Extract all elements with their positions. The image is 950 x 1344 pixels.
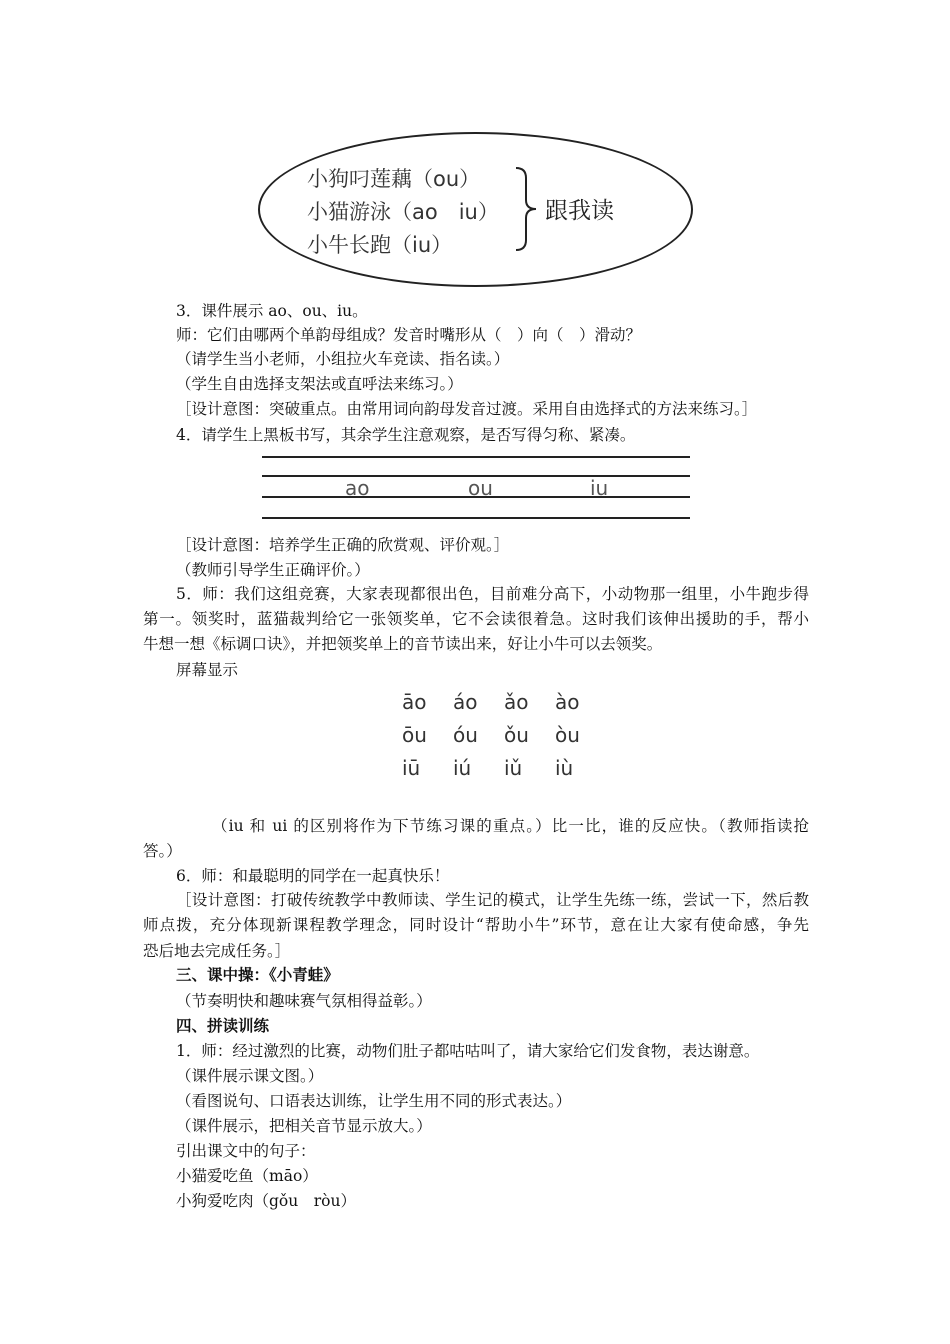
- brace-icon: [512, 166, 538, 252]
- tone-ou-2: óu: [453, 723, 478, 747]
- writing-iu: iu: [590, 476, 609, 500]
- writing-line: [262, 456, 690, 458]
- section-4-line-5: 引出课文中的句子：: [176, 1142, 316, 1160]
- tone-iu-3: iǔ: [504, 756, 523, 780]
- para-3-note-1: （请学生当小老师，小组拉火车竞读、指名读。）: [176, 350, 510, 368]
- para-6-design-line-1: ［设计意图：打破传统教学中教师读、学生记的模式，让学生先练一练，尝试一下，然后教: [176, 891, 809, 909]
- section-3-heading: 三、课中操：《小青蛙》: [176, 966, 339, 984]
- para-4-note: （教师引导学生正确评价。）: [176, 561, 370, 579]
- para-3-note-2: （学生自由选择支架法或直呼法来练习。）: [176, 375, 463, 393]
- para-5-line-2: 第一。领奖时，蓝猫裁判给它一张领奖单，它不会读很着急。这时我们该伸出援助的手，帮小: [143, 610, 809, 628]
- para-3-title: 3．课件展示 ao、ou、iu。: [176, 302, 368, 320]
- tone-iu-1: iū: [402, 756, 421, 780]
- tone-ou-1: ōu: [402, 723, 427, 747]
- ellipse-line-2: 小猫游泳（ao iu）: [307, 200, 499, 224]
- section-3-note: （节奏明快和趣味赛气氛相得益彰。）: [176, 992, 432, 1010]
- para-6-design-line-2: 师点拨，充分体现新课程教学理念，同时设计“帮助小牛”环节，意在让大家有使命感，争先: [143, 916, 809, 934]
- ellipse-line-1: 小狗叼莲藕（ou）: [307, 167, 481, 191]
- tone-ao-3: ǎo: [504, 690, 529, 714]
- para-6-title: 6．师：和最聪明的同学在一起真快乐！: [176, 867, 450, 885]
- tone-iu-2: iú: [453, 756, 472, 780]
- follow-me-read: 跟我读: [545, 198, 614, 224]
- writing-ao: ao: [345, 476, 370, 500]
- para-4-design: ［设计意图：培养学生正确的欣赏观、评价观。］: [176, 536, 510, 554]
- writing-line: [262, 517, 690, 519]
- para-3-question: 师：它们由哪两个单韵母组成？发音时嘴形从（ ）向（ ）滑动？: [176, 326, 642, 344]
- tone-ou-4: òu: [555, 723, 580, 747]
- section-4-line-1: 1．师：经过激烈的比赛，动物们肚子都咕咕叫了，请大家给它们发食物，表达谢意。: [176, 1042, 760, 1060]
- section-4-heading: 四、拼读训练: [176, 1017, 270, 1035]
- screen-show-label: 屏幕显示: [176, 661, 239, 679]
- para-5-line-1: 5．师：我们这组竞赛，大家表现都很出色，目前难分高下，小动物那一组里，小牛跑步得: [176, 585, 809, 603]
- section-4-line-6: 小猫爱吃鱼（māo）: [176, 1167, 318, 1185]
- ellipse-line-3: 小牛长跑（iu）: [307, 233, 453, 257]
- section-4-line-4: （课件展示，把相关音节显示放大。）: [176, 1117, 432, 1135]
- iu-ui-note-line-1: （iu 和 ui 的区别将作为下节练习课的重点。）比一比，谁的反应快。（教师指读抢: [212, 817, 809, 835]
- tone-iu-4: iù: [555, 756, 574, 780]
- para-4-title: 4．请学生上黑板书写，其余学生注意观察，是否写得匀称、紧凑。: [176, 426, 636, 444]
- tone-ao-2: áo: [453, 690, 478, 714]
- tone-ou-3: ǒu: [504, 723, 529, 747]
- para-3-design: ［设计意图：突破重点。由常用词向韵母发音过渡。采用自由选择式的方法来练习。］: [176, 400, 758, 418]
- para-6-design-line-3: 恐后地去完成任务。］: [143, 942, 291, 960]
- section-4-line-3: （看图说句、口语表达训练，让学生用不同的形式表达。）: [176, 1092, 572, 1110]
- para-5-line-3: 牛想一想《标调口诀》，并把领奖单上的音节读出来，好让小牛可以去领奖。: [143, 635, 663, 653]
- section-4-line-2: （课件展示课文图。）: [176, 1067, 324, 1085]
- tone-ao-1: āo: [402, 690, 427, 714]
- section-4-line-7: 小狗爱吃肉（gǒu ròu）: [176, 1192, 356, 1210]
- writing-ou: ou: [468, 476, 493, 500]
- iu-ui-note-line-2: 答。）: [143, 842, 182, 860]
- tone-ao-4: ào: [555, 690, 580, 714]
